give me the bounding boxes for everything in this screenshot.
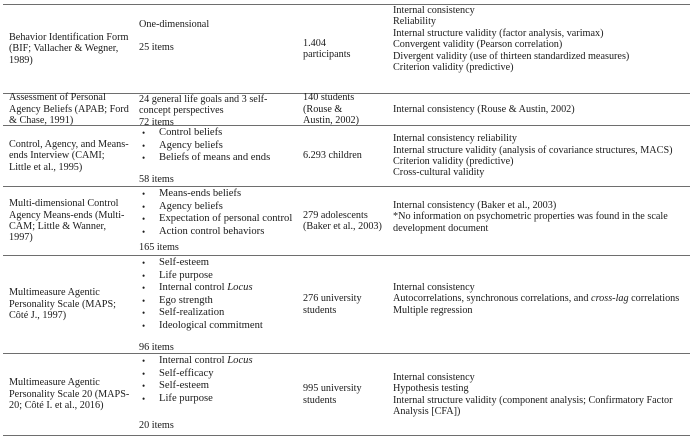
evidence-line: Internal structure validity (component analysis; Confirmatory Factor Analysis [CFA]) — [393, 394, 673, 417]
sample-text: 6.293 children — [303, 150, 362, 162]
evidence-cell — [393, 187, 673, 255]
dimension-item: • Internal control Locus — [139, 282, 297, 295]
table-row — [3, 255, 690, 353]
item-count: 165 items — [139, 242, 179, 254]
instrument-name: Multi-dimensional Control Agency Means-ends (Multi-CAM; Little & Wanner, 1997) — [9, 198, 125, 244]
instrument-cell — [9, 354, 131, 435]
dimension-item: • Agency beliefs — [139, 140, 297, 153]
evidence-line: Reliability — [393, 16, 437, 28]
dimensions-text: 24 general life goals and 3 self-concept perspectives — [139, 94, 268, 117]
evidence-line: Internal structure validity (factor analysis, varimax) — [393, 27, 604, 39]
dimension-item: • Self-realization — [139, 307, 297, 320]
instrument-cell — [9, 5, 137, 93]
sample-cell — [303, 126, 393, 186]
dimension-item: • Life purpose — [139, 270, 297, 283]
instrument-name: Behavior Identification Form (BIF; Vallacher & Wegner, 1989) — [9, 31, 129, 66]
sample-cell — [303, 5, 367, 93]
sample-text: 140 students (Rouse & Austin, 2002) — [303, 92, 360, 127]
evidence-line: Internal structure validity (analysis of covariance structures, MACS) — [393, 144, 673, 156]
dimensions-text: One-dimensional — [139, 19, 210, 30]
table-row — [3, 4, 690, 93]
dimensions-list — [139, 355, 297, 405]
evidence-line: Criterion validity (predictive) — [393, 156, 514, 167]
evidence-line: Criterion validity (predictive) — [393, 62, 514, 74]
dimensions-list — [139, 127, 297, 165]
sample-cell — [303, 256, 383, 353]
dimension-item: • Internal control Locus — [139, 355, 297, 368]
sample-text: 279 adolescents (Baker et al., 2003) — [303, 209, 382, 232]
evidence-line: Internal consistency reliability — [393, 133, 517, 145]
dimensions-list — [139, 257, 297, 333]
evidence-line: Multiple regression — [393, 304, 473, 316]
dimension-item: • Expectation of personal control — [139, 213, 297, 226]
item-count: 20 items — [139, 420, 174, 432]
evidence-line: Internal consistency — [393, 5, 475, 16]
evidence-line: Internal consistency (Baker et al., 2003) — [393, 200, 557, 211]
table-row — [3, 125, 690, 186]
evidence-cell — [393, 5, 690, 93]
dimensions-cell — [139, 5, 297, 93]
psychometric-table — [3, 4, 690, 436]
dimension-item: • Beliefs of means and ends — [139, 152, 297, 165]
dimensions-cell — [139, 187, 297, 255]
evidence-line: Divergent validity (use of thirteen standardized measures) — [393, 50, 630, 62]
instrument-cell — [9, 256, 131, 353]
instrument-name: Multimeasure Agentic Personality Scale (MAPS; Côté J., 1997) — [9, 287, 116, 322]
dimension-item: • Ideological commitment — [139, 320, 297, 333]
dimensions-cell — [139, 126, 297, 186]
evidence-cell — [393, 126, 690, 186]
dimensions-cell — [139, 354, 297, 435]
item-count: 72 items — [139, 116, 174, 128]
dimension-item: • Self-esteem — [139, 257, 297, 270]
evidence-line: Convergent validity (Pearson correlation) — [393, 39, 563, 51]
dimension-item: • Self-efficacy — [139, 368, 297, 381]
instrument-cell — [9, 187, 131, 255]
sample-cell — [303, 354, 383, 435]
evidence-line: Cross-cultural validity — [393, 167, 485, 179]
evidence-line: Internal consistency (Rouse & Austin, 2002) — [393, 103, 575, 115]
sample-cell — [303, 187, 383, 255]
sample-cell — [303, 94, 367, 125]
item-count: 25 items — [139, 42, 174, 54]
instrument-name: Multimeasure Agentic Personality Scale 20 (MAPS-20; Côté I. et al., 2016) — [9, 377, 130, 412]
italic-term: Locus — [227, 355, 253, 366]
dimension-item: • Means-ends beliefs — [139, 188, 297, 201]
instrument-cell — [9, 94, 129, 125]
evidence-cell — [393, 354, 678, 435]
item-count: 58 items — [139, 173, 174, 185]
evidence-line: *No information on psychometric properties was found in the scale development document — [393, 211, 668, 234]
table-row — [3, 92, 690, 128]
instrument-name: Assessment of Personal Agency Beliefs (APAB; Ford & Chase, 1991) — [9, 92, 129, 127]
dimensions-cell — [139, 256, 297, 353]
dimension-item: • Life purpose — [139, 393, 297, 406]
sample-text: 1.404 participants — [303, 37, 351, 60]
evidence-line: Internal consistency — [393, 282, 475, 293]
dimensions-cell — [139, 94, 297, 128]
dimension-item: • Control beliefs — [139, 127, 297, 140]
evidence-line: Hypothesis testing — [393, 383, 469, 395]
sample-text: 276 university students — [303, 293, 362, 316]
evidence-cell — [393, 94, 690, 125]
item-count: 96 items — [139, 341, 174, 353]
evidence-cell — [393, 256, 690, 353]
table-row — [3, 186, 690, 255]
italic-term: Locus — [227, 282, 253, 294]
italic-term: cross-lag — [591, 293, 629, 305]
evidence-line: Internal consistency — [393, 371, 475, 383]
dimension-item: • Agency beliefs — [139, 201, 297, 214]
dimension-item: • Action control behaviors — [139, 226, 297, 239]
sample-text: 995 university students — [303, 383, 362, 406]
instrument-cell — [9, 126, 129, 186]
instrument-name: Control, Agency, and Means-ends Interview (CAMI; Little et al., 1995) — [9, 138, 129, 173]
dimensions-list — [139, 188, 297, 238]
dimension-item: • Ego strength — [139, 295, 297, 308]
table-row — [3, 353, 690, 436]
evidence-line: Autocorrelations, synchronous correlations, and cross-lag correlations — [393, 293, 680, 305]
dimension-item: • Self-esteem — [139, 380, 297, 393]
